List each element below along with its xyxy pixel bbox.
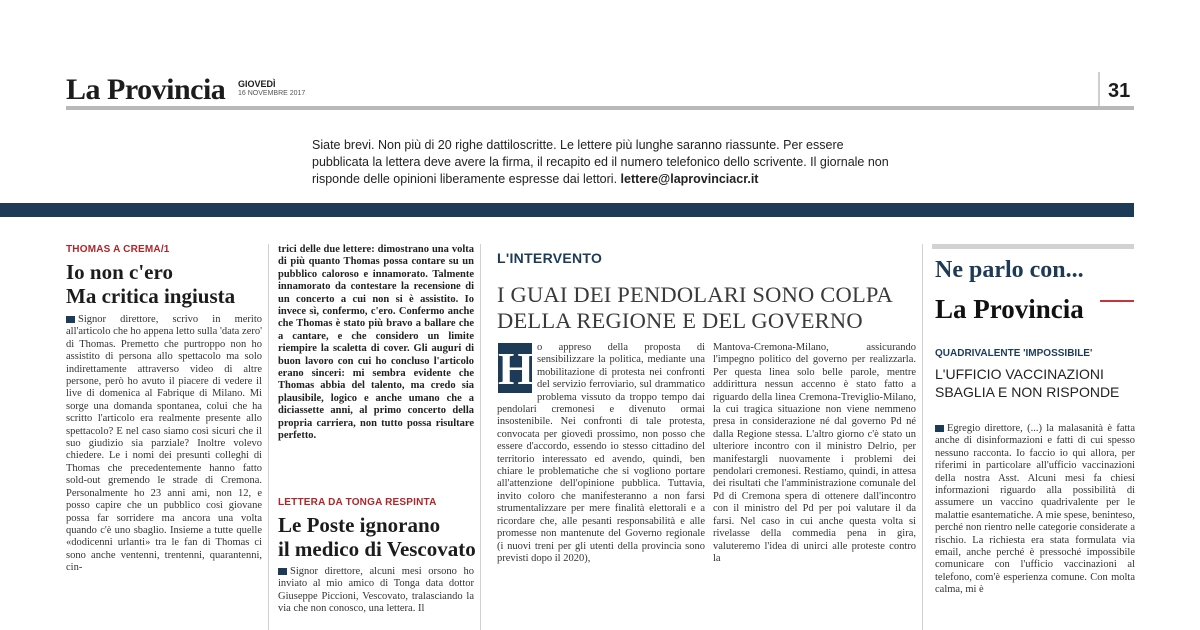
letter-text: alcuni mesi orsono ho inviato al mio amico di Tonga data dottor Giuseppe Piccioni, Vescovato, tralasciando la via che non conosco, una lettera. Il (278, 566, 474, 615)
sidebar-salutation: Egregio direttore, (947, 423, 1023, 434)
newspaper-logo: La Provincia (66, 73, 226, 106)
bullet-square-icon (935, 425, 944, 432)
letter-kicker: THOMAS A CREMA/1 (66, 244, 170, 255)
letter-headline-line: Le Poste ignorano (278, 513, 441, 537)
notice-text: Siate brevi. Non più di 20 righe dattiloscritte. Le lettere più lunghe saranno riassunte. Per essere pubblicata la lettera deve avere la firma, il recapito ed il numero telefonico dello scrivente. Il giornale non risponde delle opinioni liberamente espresse dai lettori. (312, 138, 889, 186)
article-column-a-text: o appreso della proposta di sensibilizzare la politica, mediante una mobilitazione di protesta nei confronti del servizio ferroviario, sul drammatico problema vissuto da troppo tempo dai pendolari cremonesi e divenuto ormai insostenibile. Nei confronti di tale protesta, convocata per giovedì prossimo, non posso che essere d'accordo, essendo io stesso cittadino del territorio interessato ed avendo, quindi, ben chiare le problematiche che si vogliono portare all'attenzione dell'opinione pubblica. Tuttavia, invito coloro che manifesteranno a non farsi strumentalizzare per mere finalità elettorali e a ricordare che, alle pesanti responsabilità e alle promesse non mantenute del Governo regionale (i nuovi treni per gli utenti della provincia sono previsti dopo il 2020), (497, 342, 705, 564)
sidebar-letter-text: (...) la malasanità è fatta anche di disinformazioni e fatti di cui spesso nessuno racconta. Io faccio io qui allora, per riferimi in particolare all'ufficio vaccinazioni della nostra Asst. Alcuni mesi fa chiesi informazioni riguardo alla possibilità di assumere un vaccino quadrivalente per le malattie esantematiche. A mie spese, beninteso, perché non rientro nelle categorie considerate a rischio. La richiesta era stata formulata via email, anche perché è pressoché impossibile comunicare con l'ufficio vaccinazioni al telefono, com'è esperienza comune. Con molta calma, mi è (935, 423, 1135, 596)
bullet-square-icon (66, 316, 75, 323)
article-title (497, 282, 917, 334)
sidebar-accent-line (1100, 300, 1134, 302)
letter-headline-line: il medico di Vescovato (278, 537, 476, 561)
sidebar-title: Ne parlo con... (935, 257, 1084, 283)
letter-salutation: Signor direttore, (290, 566, 363, 577)
section-kicker: L'INTERVENTO (497, 250, 603, 266)
notice-email: lettere@laprovinciacr.it (620, 172, 759, 186)
masthead-date: 16 NOVEMBRE 2017 (238, 90, 306, 97)
sidebar-rule (932, 244, 1134, 249)
sidebar-logo: La Provincia (935, 294, 1084, 324)
drop-cap: H (498, 343, 534, 394)
sidebar-letter-body (935, 423, 1135, 630)
letter-headline-line: Ma critica ingiusta (66, 284, 236, 308)
letter-reply: trici delle due lettere: dimostrano una volta di più quanto Thomas possa contare su un pubblico caloroso e innamorato. Talmente innamorato da contestare la recensione di un concerto a cui non si è assistito. Io invece sì, confermo, c'ero. Confermo anche che Thomas è stato più bravo a ballare che a cantare, e che considero un limite riempire la scaletta di cover. Gli auguri di buon lavoro con cui ho concluso l'articolo erano sinceri: mi sembra evidente che Thomas abbia del talento, ma credo sia plausibile, logico e anche umano che a diciassette anni, al primo concerto della propria carriera, non tutto possa risultare perfetto. (278, 244, 474, 442)
masthead-divider (1098, 72, 1100, 106)
letter-kicker: LETTERA DA TONGA RESPINTA (278, 497, 437, 508)
page-number: 31 (1108, 80, 1131, 102)
article-title-line: I GUAI DEI PENDOLARI SONO COLPA (497, 282, 893, 307)
letter-headline-line: Io non c'ero (66, 260, 173, 284)
section-band (0, 203, 1134, 217)
article-column-a (497, 342, 705, 630)
letter-headline (66, 260, 266, 308)
drop-cap-spacer (497, 342, 537, 394)
sidebar-headline-line: L'UFFICIO VACCINAZIONI (935, 366, 1104, 382)
letter-salutation: Signor direttore, (78, 314, 159, 325)
masthead-rule (66, 106, 1134, 110)
letter-body (278, 566, 474, 630)
sidebar-headline-line: SBAGLIA E NON RISPONDE (935, 384, 1120, 400)
letters-notice (312, 137, 902, 188)
letter-text: scrivo in merito all'articolo che ho appena letto sulla 'data zero' di Thomas. Premetto che purtroppo non ho assistito di persona allo spettacolo ma solo indirettamente attraverso video di altre persone, però ho avuto il piacere di vedere il live di domenica al Fabrique di Milano. Mi sorge una domanda spontanea, colui che ha scritto l'articolo era realmente presente allo spettacolo? E nel caso siamo così sicuri che il suo giudizio sia parziale? Inoltre volevo chiedere. Le i nomi dei presunti colleghi di Thomas che precedentemente hanno fatto sold-out gremendo le strade di Cremona. Personalmente ho 23 anni ami, non 12, e posso capire che un pubblico così giovane possa far sorridere ma ancora una volta quando c'è uno sbaglio. Insieme a tutte quelle «dodicenni urlanti» tra le fan di Thomas ci sono anche ventenni, trentenni, quarantenni, cin- (66, 314, 262, 574)
article-column-b: Mantova-Cremona-Milano, assicurando l'impegno politico del governo per realizzarla. Per questa linea solo belle parole, mentre addirittura nessun accenno è stato fatto a riguardo della linea Cremona-Treviglio-Milano, la cui tragica situazione non viene nemmeno presa in considerazione né dal governo Pd né dalla Regione stessa. L'altro giorno c'è stato un ulteriore incontro con il ministro Delrio, per manifestargli nuovamente i problemi dei pendolari cremonesi. Restiamo, quindi, in attesa dei risultati che l'amministrazione comunale del Pd di Cremona spera di ottenere dall'incontro con il ministro del Pd per poi valutare il da farsi. Nel caso in cui anche questa volta si rivelasse della commedia pena in gira, valuteremo l'idea di unirci alle proteste contro la (713, 342, 916, 564)
column-divider (480, 244, 481, 630)
bullet-square-icon (278, 568, 287, 575)
article-title-line: DELLA REGIONE E DEL GOVERNO (497, 308, 863, 333)
column-divider (922, 244, 923, 630)
column-divider (268, 244, 269, 630)
letter-body (66, 314, 262, 630)
masthead-day: GIOVEDÌ (238, 79, 276, 89)
letter-headline (278, 513, 478, 561)
sidebar-headline (935, 365, 1135, 401)
sidebar-kicker: QUADRIVALENTE 'IMPOSSIBILE' (935, 348, 1093, 359)
